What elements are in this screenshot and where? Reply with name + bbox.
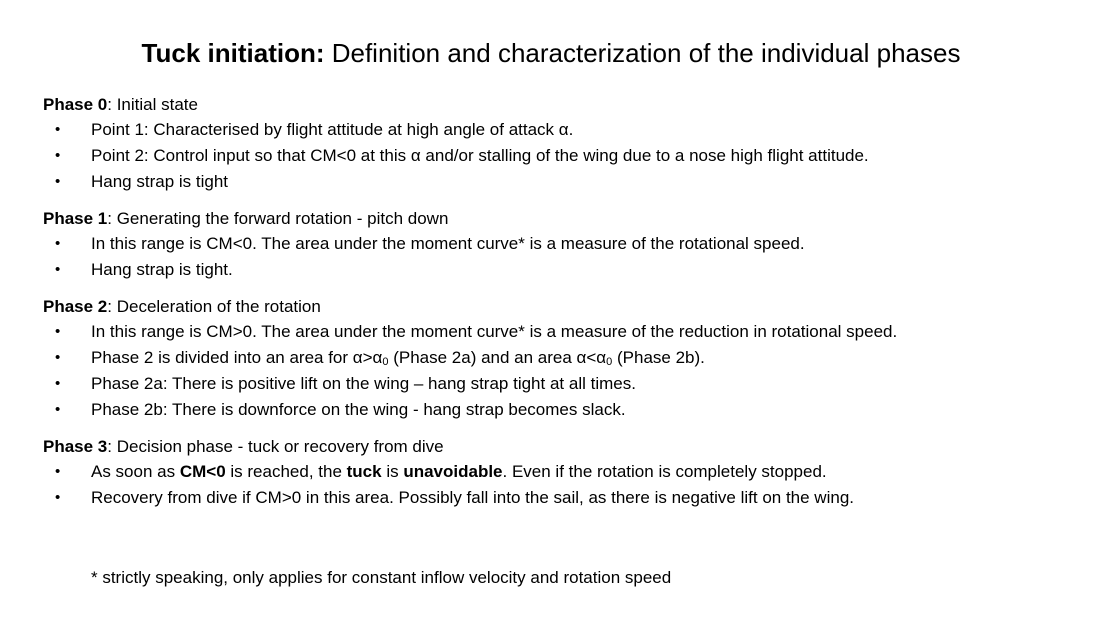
footnote: * strictly speaking, only applies for constant inflow velocity and rotation speed [91, 568, 672, 587]
list-item [43, 459, 1083, 485]
phase-label: Phase 0 [43, 95, 108, 114]
bold-term: tuck [346, 462, 382, 481]
list-item [43, 117, 1083, 143]
phase-heading [43, 93, 1083, 117]
phase-heading [43, 295, 1083, 319]
list-item [43, 397, 1083, 423]
text-segment: is reached, the [225, 462, 347, 481]
list-item-text: Phase 2a: There is positive lift on the wing – hang strap tight at all times. [91, 374, 636, 393]
phase-label: Phase 3 [43, 437, 108, 456]
list-item-text: Hang strap is tight [91, 172, 229, 191]
phase-description: : Deceleration of the rotation [107, 297, 321, 316]
list-item [43, 231, 1083, 257]
phase-description: : Initial state [107, 95, 198, 114]
list-item [43, 319, 1083, 345]
list-item-text: Recovery from dive if CM>0 in this area. Possibly fall into the sail, as there is negative lift on the wing. [91, 488, 854, 507]
bullet-icon: • [55, 323, 61, 340]
list-item-text: In this range is CM>0. The area under the moment curve* is a measure of the reduction in rotational speed. [91, 322, 898, 341]
phase-description: : Decision phase - tuck or recovery from dive [107, 437, 444, 456]
phase-description: : Generating the forward rotation - pitch down [107, 209, 449, 228]
list-item-text: Phase 2b: There is downforce on the wing - hang strap becomes slack. [91, 400, 626, 419]
list-item [43, 169, 1083, 195]
bullet-list [43, 117, 1083, 195]
text-segment: Phase 2 is divided into an area for α>α [91, 348, 383, 367]
phase-1 [43, 207, 1083, 283]
bullet-icon: • [55, 489, 61, 506]
phase-label: Phase 2 [43, 297, 108, 316]
bullet-icon: • [55, 147, 61, 164]
list-item-text: Point 2: Control input so that CM<0 at this α and/or stalling of the wing due to a nose high flight attitude. [91, 146, 869, 165]
bullet-icon: • [55, 401, 61, 418]
subscript: 0 [382, 356, 389, 368]
bullet-icon: • [55, 121, 61, 138]
list-item [43, 371, 1083, 397]
phase-0 [43, 93, 1083, 195]
bold-term: unavoidable [403, 462, 503, 481]
phase-list [43, 93, 1083, 523]
bullet-icon: • [55, 463, 61, 480]
list-item-text [91, 348, 705, 367]
phase-heading [43, 207, 1083, 231]
title-bold: Tuck initiation: [141, 38, 325, 68]
list-item [43, 345, 1083, 371]
bullet-list [43, 459, 1083, 511]
list-item-text: Hang strap is tight. [91, 260, 233, 279]
text-segment: (Phase 2a) and an area α<α [388, 348, 607, 367]
bullet-icon: • [55, 173, 61, 190]
bullet-icon: • [55, 235, 61, 252]
list-item-text: Point 1: Characterised by flight attitude at high angle of attack α. [91, 120, 574, 139]
phase-2 [43, 295, 1083, 423]
phase-3 [43, 435, 1083, 511]
phase-label: Phase 1 [43, 209, 108, 228]
bullet-icon: • [55, 349, 61, 366]
title-rest: Definition and characterization of the individual phases [324, 38, 961, 68]
text-segment: (Phase 2b). [612, 348, 705, 367]
bullet-icon: • [55, 375, 61, 392]
list-item-text [91, 462, 827, 481]
list-item [43, 257, 1083, 283]
list-item [43, 485, 1083, 511]
slide-title [0, 37, 1102, 69]
bullet-icon: • [55, 261, 61, 278]
phase-heading [43, 435, 1083, 459]
text-segment: . Even if the rotation is completely stopped. [502, 462, 827, 481]
bullet-list [43, 231, 1083, 283]
bullet-list [43, 319, 1083, 423]
bold-term: CM<0 [179, 462, 226, 481]
text-segment: is [381, 462, 404, 481]
list-item-text: In this range is CM<0. The area under the moment curve* is a measure of the rotational speed. [91, 234, 805, 253]
subscript: 0 [606, 356, 613, 368]
list-item [43, 143, 1083, 169]
text-segment: As soon as [91, 462, 180, 481]
